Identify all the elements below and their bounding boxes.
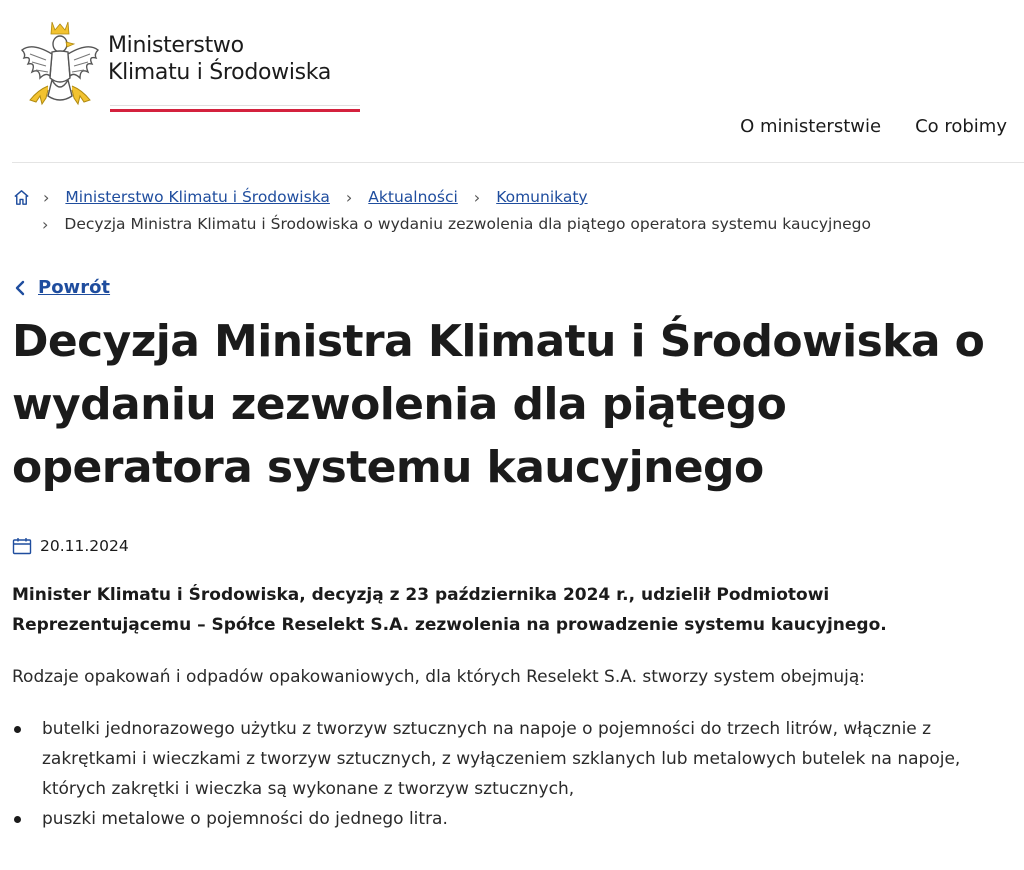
- back-link[interactable]: Powrót: [38, 277, 111, 298]
- article-lead: Minister Klimatu i Środowiska, decyzją z 23 października 2024 r., udzielił Podmiotowi Reprezentującemu – Spółce Reselekt S.A. zezwolenia na prowadzenie systemu kaucyjnego.: [12, 585, 887, 635]
- ministry-logo[interactable]: [18, 20, 363, 115]
- nav-o-ministerstwie[interactable]: O ministerstwie: [740, 116, 882, 137]
- eagle-emblem-icon: [18, 20, 102, 112]
- logo-flag-bar: [110, 105, 360, 111]
- top-navigation: [740, 116, 1007, 137]
- article-bullet-list: [12, 714, 1012, 834]
- breadcrumb-current: Decyzja Ministra Klimatu i Środowiska o wydaniu zezwolenia dla piątego operatora systemu kaucyjnego: [64, 215, 872, 233]
- breadcrumb-link-aktualnosci[interactable]: Aktualności: [368, 188, 458, 206]
- back-link-container: [14, 277, 110, 298]
- chevron-right-icon: ›: [345, 187, 353, 207]
- chevron-right-icon: ›: [43, 187, 50, 207]
- nav-co-robimy[interactable]: Co robimy: [915, 116, 1007, 137]
- logo-text: [108, 32, 331, 86]
- list-item: butelki jednorazowego użytku z tworzyw sztucznych na napoje o pojemności do trzech litrów, włącznie z zakrętkami i wieczkami z tworzyw sztucznych, z wyłączeniem szklanych lub metalowych butelek na napoje, których zakrętki i wieczka są wykonane z tworzyw sztucznych,: [12, 714, 1012, 804]
- header-divider: [12, 162, 1024, 163]
- page-title: Decyzja Ministra Klimatu i Środowiska o wydaniu zezwolenia dla piątego operatora systemu kaucyjnego: [12, 316, 985, 493]
- chevron-right-icon: ›: [42, 214, 49, 234]
- home-icon[interactable]: [12, 188, 31, 207]
- publish-date: [12, 537, 129, 555]
- chevron-right-icon: ›: [473, 187, 481, 207]
- breadcrumb: [12, 186, 1012, 235]
- publish-date-value: 20.11.2024: [40, 537, 129, 555]
- chevron-left-icon[interactable]: [14, 280, 26, 296]
- logo-line-2: Klimatu i Środowiska: [108, 60, 332, 85]
- calendar-icon: [12, 537, 32, 555]
- breadcrumb-link-ministry[interactable]: Ministerstwo Klimatu i Środowiska: [65, 188, 330, 206]
- article-paragraph: Rodzaje opakowań i odpadów opakowaniowych, dla których Reselekt S.A. stworzy system obejmują:: [12, 667, 866, 687]
- list-item: puszki metalowe o pojemności do jednego litra.: [12, 804, 1012, 834]
- logo-line-1: Ministerstwo: [108, 33, 244, 58]
- breadcrumb-link-komunikaty[interactable]: Komunikaty: [496, 188, 588, 206]
